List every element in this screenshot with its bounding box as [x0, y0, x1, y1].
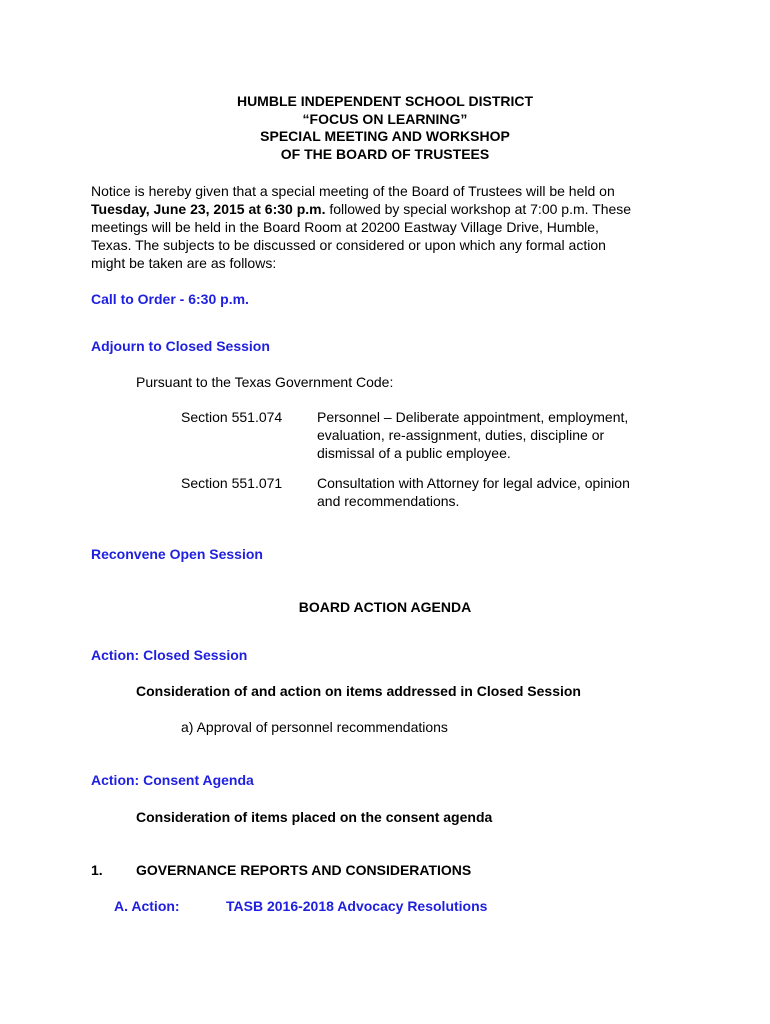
notice-line: might be taken are as follows:: [91, 255, 277, 271]
governance-number: 1.: [91, 862, 103, 878]
section-description: [317, 474, 630, 510]
consent-agenda-consideration: Consideration of items placed on the consent agenda: [136, 809, 493, 825]
reconvene-open-session-heading: Reconvene Open Session: [91, 546, 263, 562]
notice-line: [91, 200, 691, 218]
adjourn-closed-session-heading: Adjourn to Closed Session: [91, 338, 270, 354]
notice-line-rest: followed by special workshop at 7:00 p.m. These: [325, 201, 632, 217]
section-description-line: Consultation with Attorney for legal advice, opinion: [317, 475, 630, 491]
meeting-date-time: Tuesday, June 23, 2015 at 6:30 p.m.: [91, 201, 326, 217]
call-to-order-heading: Call to Order - 6:30 p.m.: [91, 291, 249, 307]
section-description-line: dismissal of a public employee.: [317, 445, 511, 461]
header-meeting-type: SPECIAL MEETING AND WORKSHOP: [260, 128, 510, 144]
section-description: [317, 408, 628, 462]
section-description-line: and recommendations.: [317, 493, 460, 509]
section-number: Section 551.071: [181, 475, 283, 491]
notice-line: meetings will be held in the Board Room at 20200 Eastway Village Drive, Humble,: [91, 219, 599, 235]
governance-item-label: A. Action:: [114, 898, 180, 914]
section-number: Section 551.074: [181, 409, 283, 425]
list-item-personnel: a) Approval of personnel recommendations: [181, 719, 448, 735]
section-description-line: evaluation, re-assignment, duties, discipline or: [317, 427, 605, 443]
action-consent-agenda-heading: Action: Consent Agenda: [91, 772, 254, 788]
document-header: [0, 93, 770, 163]
closed-session-consideration: Consideration of and action on items addressed in Closed Session: [136, 683, 581, 699]
governance-item-title: TASB 2016-2018 Advocacy Resolutions: [226, 898, 488, 914]
meeting-notice: [91, 182, 691, 272]
board-action-agenda-title: BOARD ACTION AGENDA: [298, 599, 472, 615]
notice-line: Texas. The subjects to be discussed or considered or upon which any formal action: [91, 237, 606, 253]
governance-title: GOVERNANCE REPORTS AND CONSIDERATIONS: [136, 862, 472, 878]
header-board: OF THE BOARD OF TRUSTEES: [280, 145, 490, 162]
notice-line: Notice is hereby given that a special meeting of the Board of Trustees will be held on: [91, 183, 615, 199]
section-description-line: Personnel – Deliberate appointment, employment,: [317, 409, 629, 425]
header-motto: “FOCUS ON LEARNING”: [302, 110, 468, 127]
pursuant-text: Pursuant to the Texas Government Code:: [136, 374, 394, 390]
action-closed-session-heading: Action: Closed Session: [91, 647, 248, 663]
header-district-name: HUMBLE INDEPENDENT SCHOOL DISTRICT: [236, 93, 534, 109]
